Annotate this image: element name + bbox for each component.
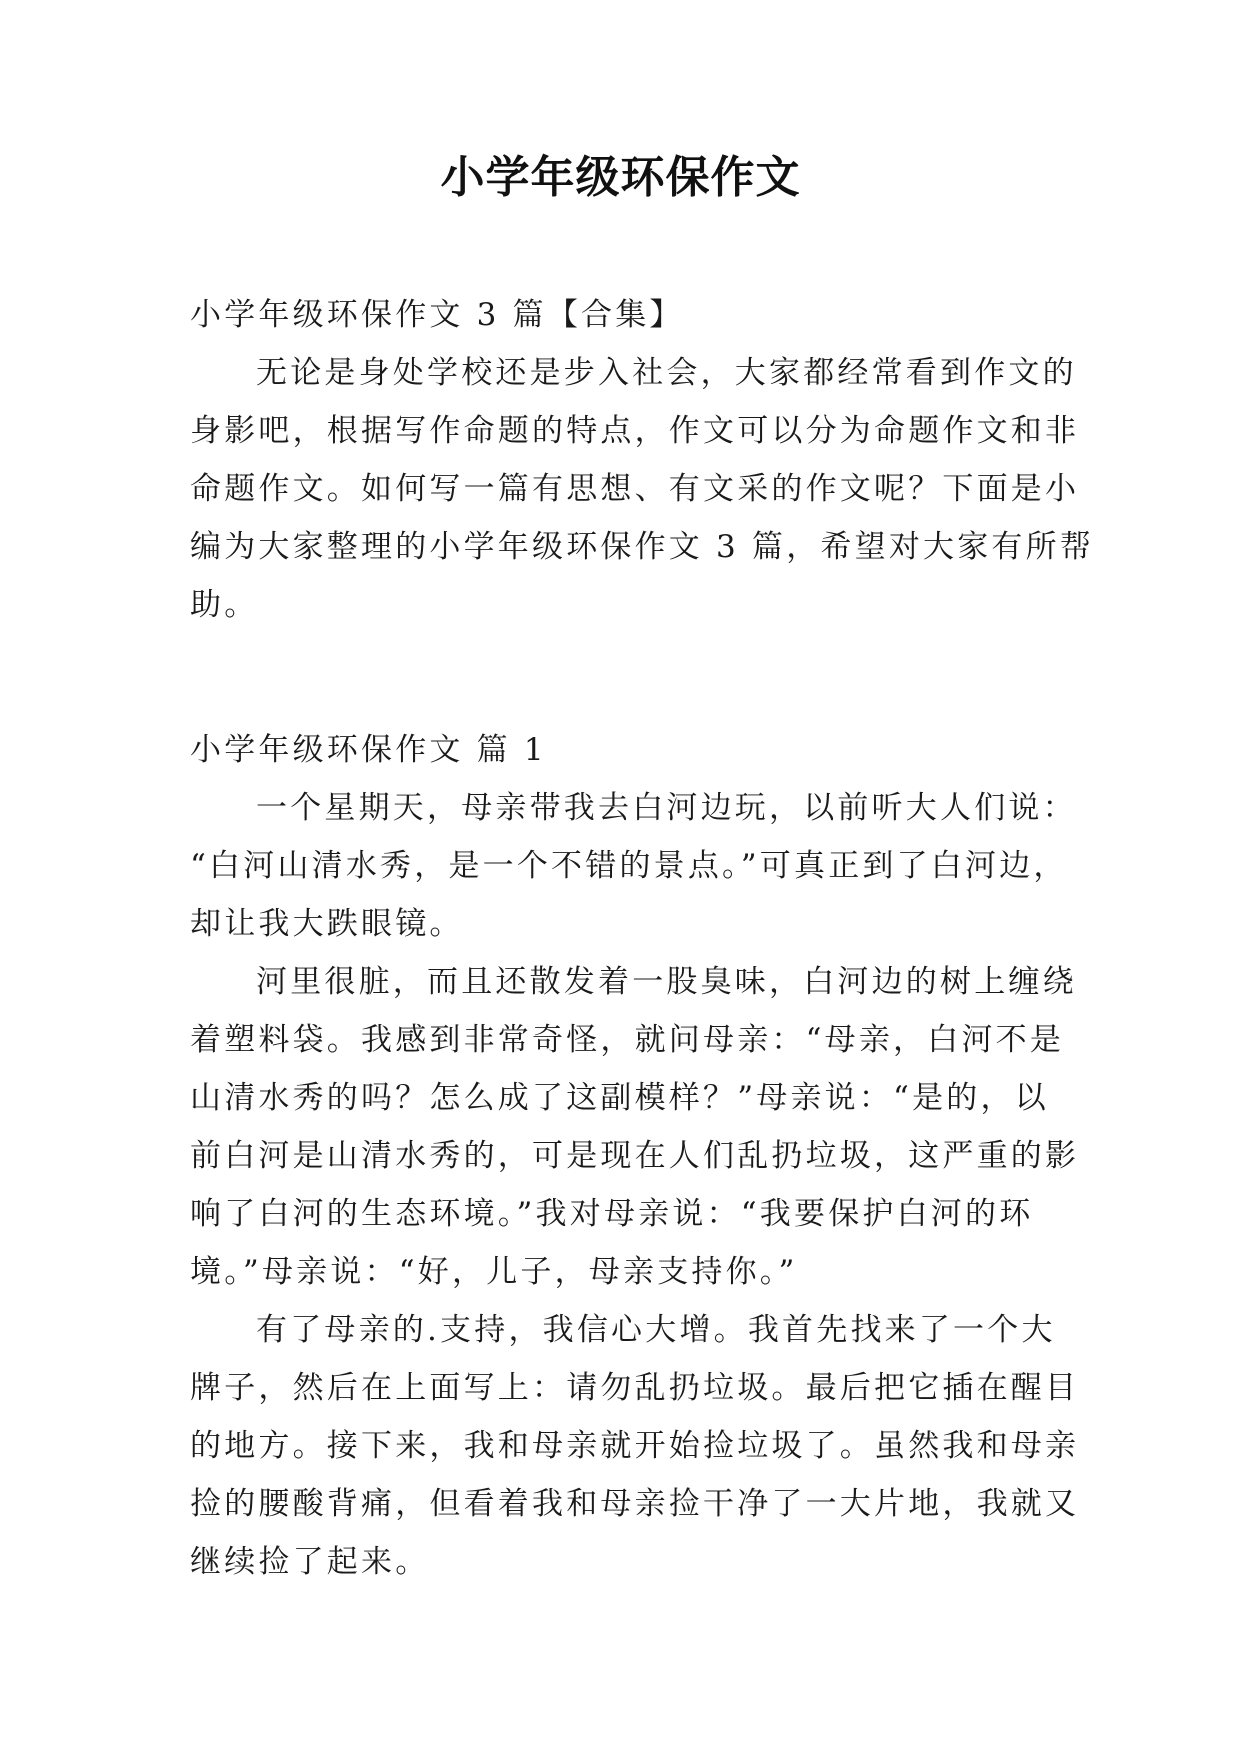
paragraph-line: 境。”母亲说：“好，儿子，母亲支持你。” [190, 1254, 798, 1290]
intro-line: 助。 [190, 587, 259, 623]
paragraph-line: 的地方。接下来，我和母亲就开始捡垃圾了。虽然我和母亲 [190, 1428, 1080, 1464]
paragraph-line: “白河山清水秀，是一个不错的景点。”可真正到了白河边， [190, 848, 1068, 884]
intro-paragraph [190, 344, 1095, 634]
essay-paragraph-3 [190, 1301, 1080, 1591]
paragraph-line: 却让我大跌眼镜。 [190, 906, 464, 942]
intro-line: 无论是身处学校还是步入社会，大家都经常看到作文的 [256, 355, 1077, 391]
paragraph-line: 牌子，然后在上面写上：请勿乱扔垃圾。最后把它插在醒目 [190, 1370, 1080, 1406]
document-title: 小学年级环保作文 [440, 152, 801, 203]
paragraph-line: 继续捡了起来。 [190, 1544, 430, 1580]
intro-line: 编为大家整理的小学年级环保作文 3 篇，希望对大家有所帮 [190, 529, 1095, 565]
paragraph-line: 有了母亲的.支持，我信心大增。我首先找来了一个大 [256, 1312, 1056, 1348]
intro-line: 命题作文。如何写一篇有思想、有文采的作文呢？下面是小 [190, 471, 1080, 507]
section-spacer [190, 634, 1055, 721]
essay-paragraph-1 [190, 779, 1077, 953]
section-heading: 小学年级环保作文 篇 1 [190, 732, 547, 768]
paragraph-line: 山清水秀的吗？怎么成了这副模样？”母亲说：“是的，以 [190, 1080, 1049, 1116]
paragraph-line: 一个星期天，母亲带我去白河边玩，以前听大人们说： [256, 790, 1077, 826]
paragraph-line: 着塑料袋。我感到非常奇怪，就问母亲：“母亲，白河不是 [190, 1022, 1065, 1058]
essay-paragraph-2 [190, 953, 1080, 1301]
intro-line: 身影吧，根据写作命题的特点，作文可以分为命题作文和非 [190, 413, 1080, 449]
paragraph-line: 捡的腰酸背痛，但看着我和母亲捡干净了一大片地，我就又 [190, 1486, 1080, 1522]
document-subtitle: 小学年级环保作文 3 篇【合集】 [190, 297, 684, 333]
paragraph-line: 响了白河的生态环境。”我对母亲说：“我要保护白河的环 [190, 1196, 1034, 1232]
document-body [190, 286, 1095, 1591]
paragraph-line: 前白河是山清水秀的，可是现在人们乱扔垃圾，这严重的影 [190, 1138, 1080, 1174]
paragraph-line: 河里很脏，而且还散发着一股臭味，白河边的树上缠绕 [256, 964, 1077, 1000]
